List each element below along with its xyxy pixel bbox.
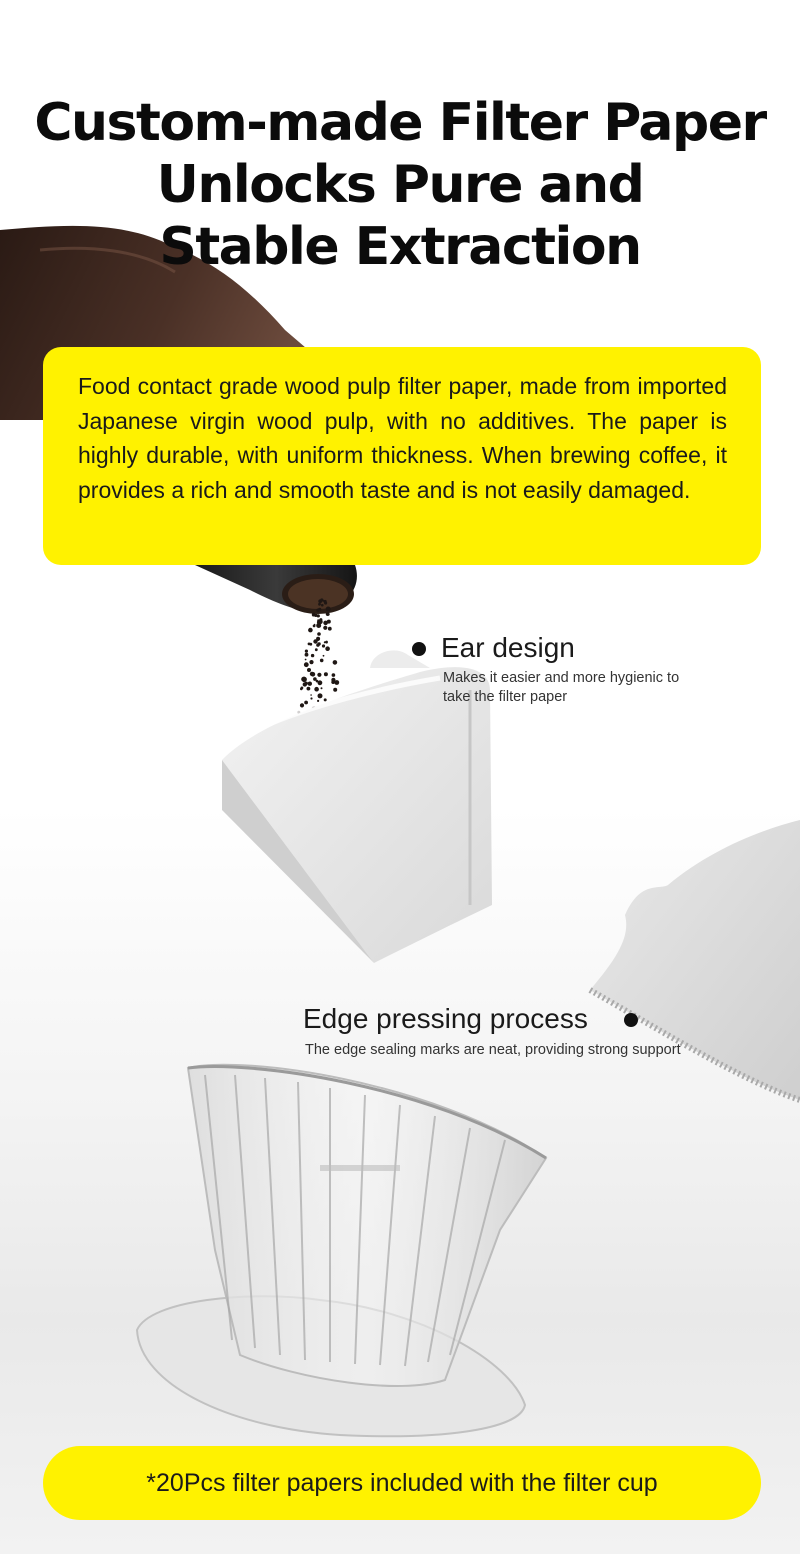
coffee-ground-particle [313,677,317,681]
coffee-ground-particle [307,668,311,672]
coffee-ground-particle [325,641,328,644]
coffee-ground-particle [317,673,321,677]
coffee-ground-particle [310,697,312,699]
page-title [0,92,800,278]
description-text: Food contact grade wood pulp filter paper, made from imported Japanese virgin wood pulp, with no additives. The paper is highly durable, with uniform thickness. When brewing coffee, it provides a rich and smooth taste and is not easily damaged. [78,373,727,503]
coffee-ground-particle [308,628,313,633]
coffee-ground-particle [308,682,312,686]
coffee-ground-particle [313,639,317,643]
coffee-ground-particle [318,693,323,698]
coffee-ground-particle [316,643,319,646]
coffee-ground-particle [309,660,313,664]
coffee-ground-particle [304,701,308,705]
coffee-ground-particle [316,623,321,628]
coffee-ground-particle [317,619,319,621]
callout-ear-sub-line-1: Makes it easier and more hygienic to [443,670,680,686]
coffee-ground-particle [313,625,316,628]
glass-dripper-graphic [137,1065,546,1437]
coffee-ground-particle [328,627,332,631]
coffee-ground-particle [318,615,320,617]
coffee-ground-particle [327,613,329,615]
coffee-ground-particle [305,659,307,661]
coffee-ground-particle [324,672,328,676]
coffee-ground-particle [323,621,328,626]
coffee-ground-particle [311,654,314,657]
coffee-ground-particle [318,680,323,685]
bullet-dot-icon [624,1013,638,1027]
included-note-banner [43,1446,761,1520]
coffee-ground-particle [321,604,324,607]
coffee-ground-particle [323,626,327,630]
coffee-ground-particle [317,632,321,636]
coffee-ground-particle [320,659,324,663]
coffee-ground-particle [326,607,331,612]
coffee-ground-particle [315,688,319,692]
coffee-ground-particle [301,677,306,682]
description-box [43,347,761,565]
coffee-ground-particle [325,646,330,651]
coffee-ground-particle [323,655,325,657]
coffee-ground-particle [309,643,312,646]
coffee-ground-particle [318,603,321,606]
callout-edge-title: Edge pressing process [303,1003,588,1034]
callout-edge-sub: The edge sealing marks are neat, providing strong support [305,1042,681,1058]
coffee-ground-particle [315,648,318,651]
coffee-ground-particle [324,601,327,604]
coffee-ground-particle [305,653,309,657]
callout-ear-title: Ear design [441,632,575,663]
coffee-ground-particle [304,662,309,667]
coffee-ground-particle [333,660,338,665]
coffee-ground-particle [300,703,304,707]
title-line-1: Custom-made Filter Paper [34,93,766,153]
callout-ear-sub-line-2: take the filter paper [443,689,568,705]
coffee-ground-particle [324,698,327,701]
included-note-text: *20Pcs filter papers included with the filter cup [146,1468,658,1497]
coffee-ground-particle [322,600,324,602]
coffee-ground-particle [316,609,319,612]
coffee-ground-particle [317,639,319,641]
coffee-ground-particle [307,687,311,691]
coffee-ground-particle [317,700,319,702]
grinder-cup-graphic [195,565,357,614]
coffee-ground-particle [332,673,336,677]
coffee-ground-particle [301,687,304,690]
coffee-ground-particle [310,694,312,696]
coffee-ground-particle [332,682,334,684]
coffee-ground-particle [305,682,308,685]
coffee-ground-particle [305,650,308,653]
coffee-ground-particle [331,678,335,682]
title-line-3: Stable Extraction [159,217,641,277]
coffee-ground-particle [311,672,316,677]
coffee-ground-particle [322,644,325,647]
coffee-ground-particle [333,688,337,692]
bullet-dot-icon [412,642,426,656]
coffee-ground-particle [321,687,323,689]
title-line-2: Unlocks Pure and [156,155,644,215]
